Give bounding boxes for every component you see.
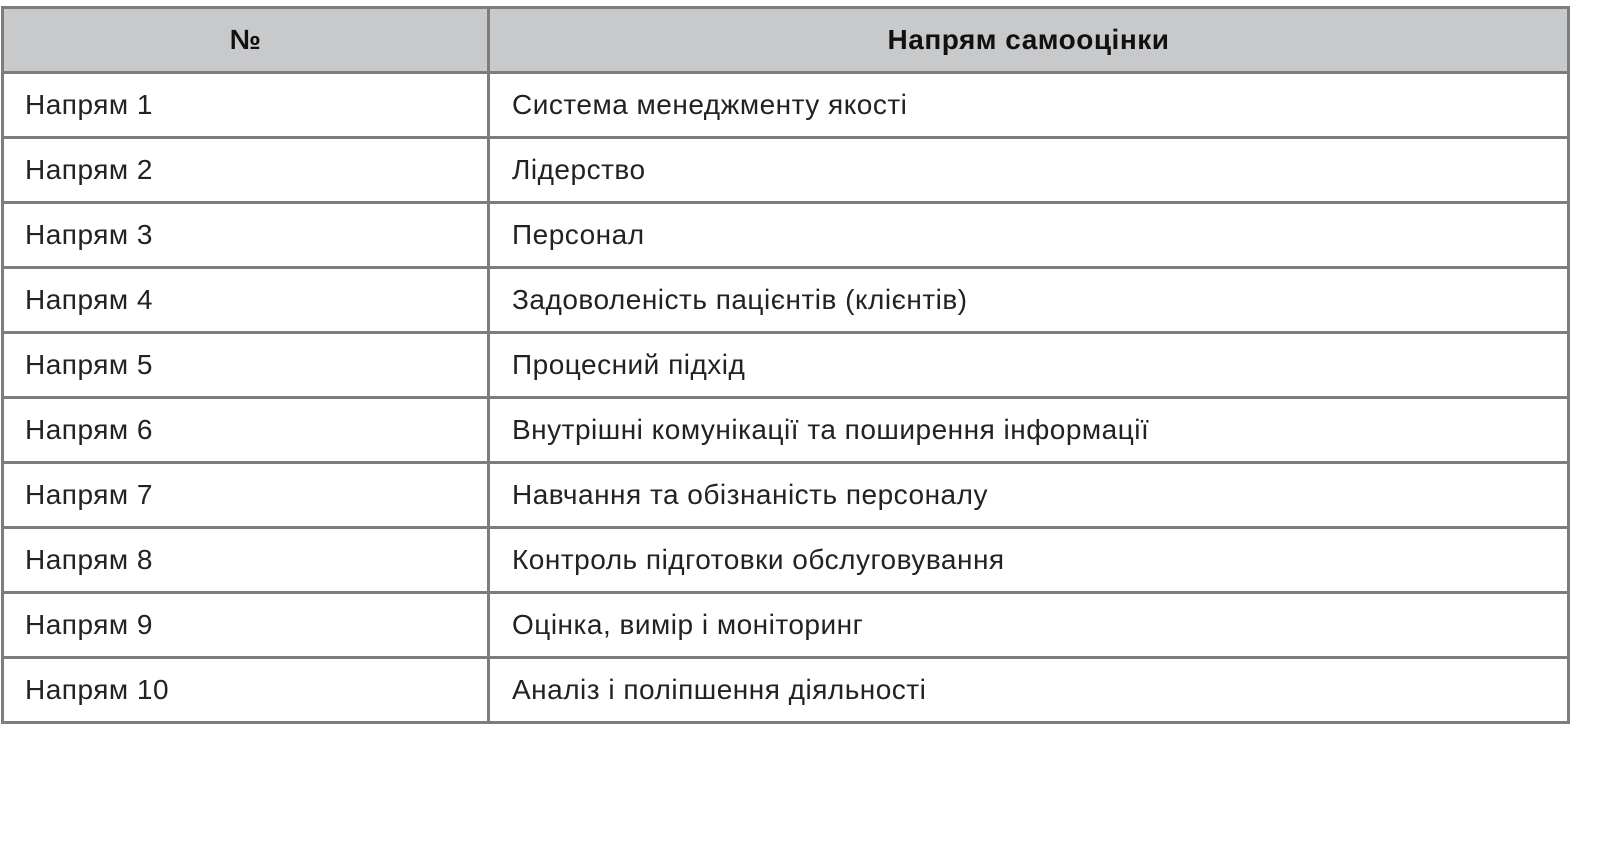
column-header-number: № [3,8,489,73]
self-assessment-table-container [1,6,1567,724]
row-direction-cell: Задоволеність пацієнтів (клієнтів) [489,268,1569,333]
row-number-cell: Напрям 1 [3,73,489,138]
table-row [3,593,1569,658]
row-direction-cell: Система менеджменту якості [489,73,1569,138]
table-row [3,138,1569,203]
row-number-cell: Напрям 3 [3,203,489,268]
row-direction-cell: Персонал [489,203,1569,268]
row-number-cell: Напрям 5 [3,333,489,398]
row-number-cell: Напрям 2 [3,138,489,203]
column-header-direction: Напрям самооцінки [489,8,1569,73]
row-number-cell: Напрям 8 [3,528,489,593]
row-direction-cell: Аналіз і поліпшення діяльності [489,658,1569,723]
row-number-cell: Напрям 9 [3,593,489,658]
row-direction-cell: Лідерство [489,138,1569,203]
table-row [3,658,1569,723]
row-direction-cell: Внутрішні комунікації та поширення інформації [489,398,1569,463]
row-direction-cell: Навчання та обізнаність персоналу [489,463,1569,528]
row-direction-cell: Оцінка, вимір і моніторинг [489,593,1569,658]
row-number-cell: Напрям 7 [3,463,489,528]
table-header-row [3,8,1569,73]
row-direction-cell: Процесний підхід [489,333,1569,398]
table-row [3,203,1569,268]
row-number-cell: Напрям 4 [3,268,489,333]
table-row [3,73,1569,138]
row-direction-cell: Контроль підготовки обслуговування [489,528,1569,593]
table-row [3,528,1569,593]
row-number-cell: Напрям 6 [3,398,489,463]
table-row [3,268,1569,333]
row-number-cell: Напрям 10 [3,658,489,723]
table-row [3,398,1569,463]
self-assessment-table [1,6,1570,724]
table-row [3,333,1569,398]
table-row [3,463,1569,528]
